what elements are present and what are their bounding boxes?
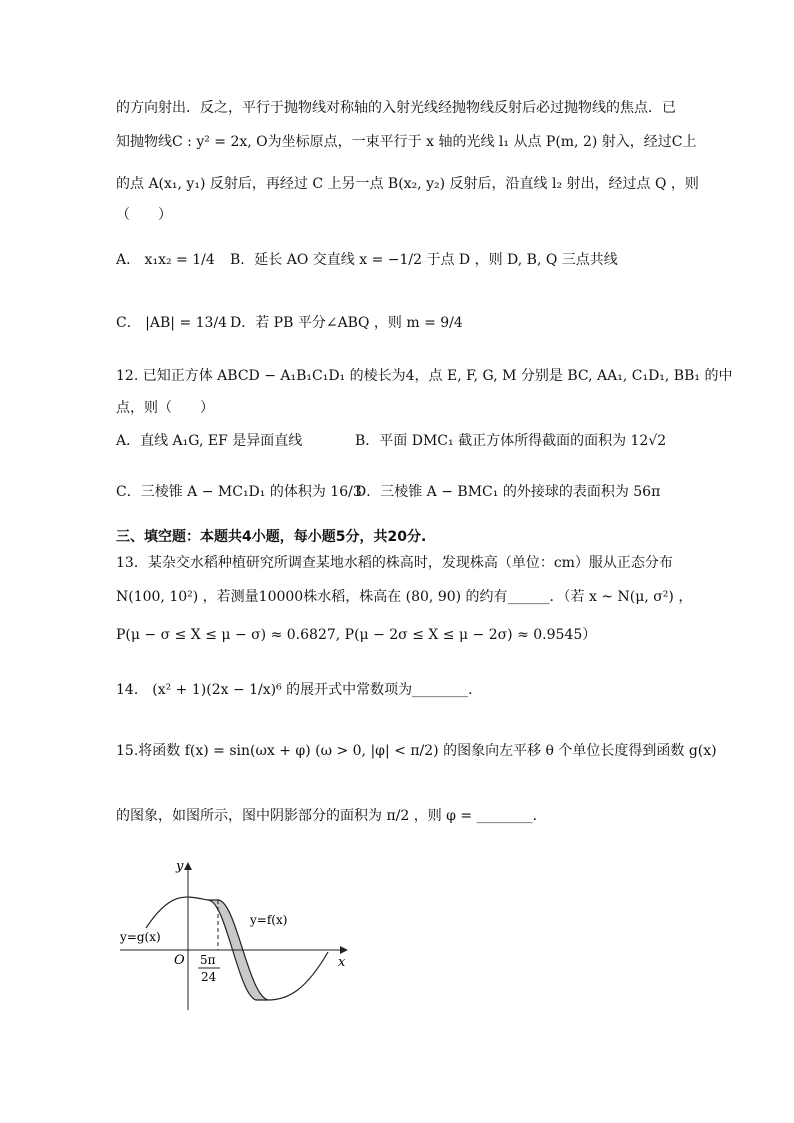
section-3-title: 三、填空题：本题共4小题，每小题5分，共20分.	[116, 529, 427, 545]
q13-line-1: 13．某杂交水稻种植研究所调查某地水稻的株高时，发现株高（单位：cm）服从正态分布	[116, 555, 673, 571]
x-axis-arrow	[340, 946, 348, 954]
q11-option-c: C． |AB| = 13/4	[116, 315, 228, 331]
function-graph	[116, 850, 356, 1019]
q12-line-1: 12. 已知正方体 ABCD − A₁B₁C₁D₁ 的棱长为4，点 E, F, G, M 分别是 BC, AA₁, C₁D₁, BB₁ 的中	[116, 368, 733, 384]
tick-numerator: 5π	[200, 953, 216, 967]
q13-line-2: N(100, 10²) ，若测量10000株水稻，株高在 (80, 90) 的约有______．（若 x ~ N(μ, σ²) ，	[116, 589, 693, 605]
q12-option-c: C．三棱锥 A − MC₁D₁ 的体积为 16/3	[116, 484, 362, 500]
q12-option-b: B．平面 DMC₁ 截正方体所得截面的面积为 12√2	[355, 433, 667, 449]
y-axis-label: y	[176, 859, 184, 874]
q11-option-a: A． x₁x₂ = 1/4	[116, 252, 215, 268]
x-axis-label: x	[338, 955, 346, 970]
tick-denominator: 24	[201, 970, 217, 984]
q15-line-1: 15.将函数 f(x) = sin(ωx + φ) (ω > 0, |φ| < π/2) 的图象向左平移 θ 个单位长度得到函数 g(x)	[116, 743, 717, 759]
q11-option-b: B．延长 AO 交直线 x = −1/2 于点 D ，则 D, B, Q 三点共线	[230, 252, 618, 268]
q11-line-2: 知抛物线C : y² = 2x, O为坐标原点，一束平行于 x 轴的光线 l₁ 从点 P(m, 2) 射入，经过C上	[116, 134, 697, 150]
q12-option-a: A．直线 A₁G, EF 是异面直线	[116, 433, 303, 449]
q12-line-2: 点，则（ ）	[116, 400, 214, 416]
q11-line-1: 的方向射出．反之，平行于抛物线对称轴的入射光线经抛物线反射后必过抛物线的焦点．已	[116, 100, 676, 116]
q11-option-d: D．若 PB 平分∠ABQ ，则 m = 9/4	[230, 315, 463, 331]
q11-line-3: 的点 A(x₁, y₁) 反射后，再经过 C 上另一点 B(x₂, y₂) 反射后，沿直线 l₂ 射出，经过点 Q ，则	[116, 176, 699, 192]
y-axis-arrow	[184, 862, 192, 870]
label-f: y=f(x)	[250, 913, 288, 927]
label-g: y=g(x)	[120, 930, 161, 944]
q11-bracket: （ ）	[116, 207, 172, 223]
q13-line-3: P(μ − σ ≤ X ≤ μ − σ) ≈ 0.6827, P(μ − 2σ ≤ X ≤ μ − 2σ) ≈ 0.9545）	[116, 627, 597, 643]
q14-line-1: 14． (x² + 1)(2x − 1/x)⁶ 的展开式中常数项为________．	[116, 682, 483, 698]
graph-svg	[116, 850, 356, 1015]
origin-label: O	[174, 953, 185, 968]
q12-option-d: D．三棱锥 A − BMC₁ 的外接球的表面积为 56π	[355, 484, 661, 500]
q15-line-2: 的图象，如图所示，图中阴影部分的面积为 π/2 ，则 φ = ________．	[116, 808, 547, 824]
